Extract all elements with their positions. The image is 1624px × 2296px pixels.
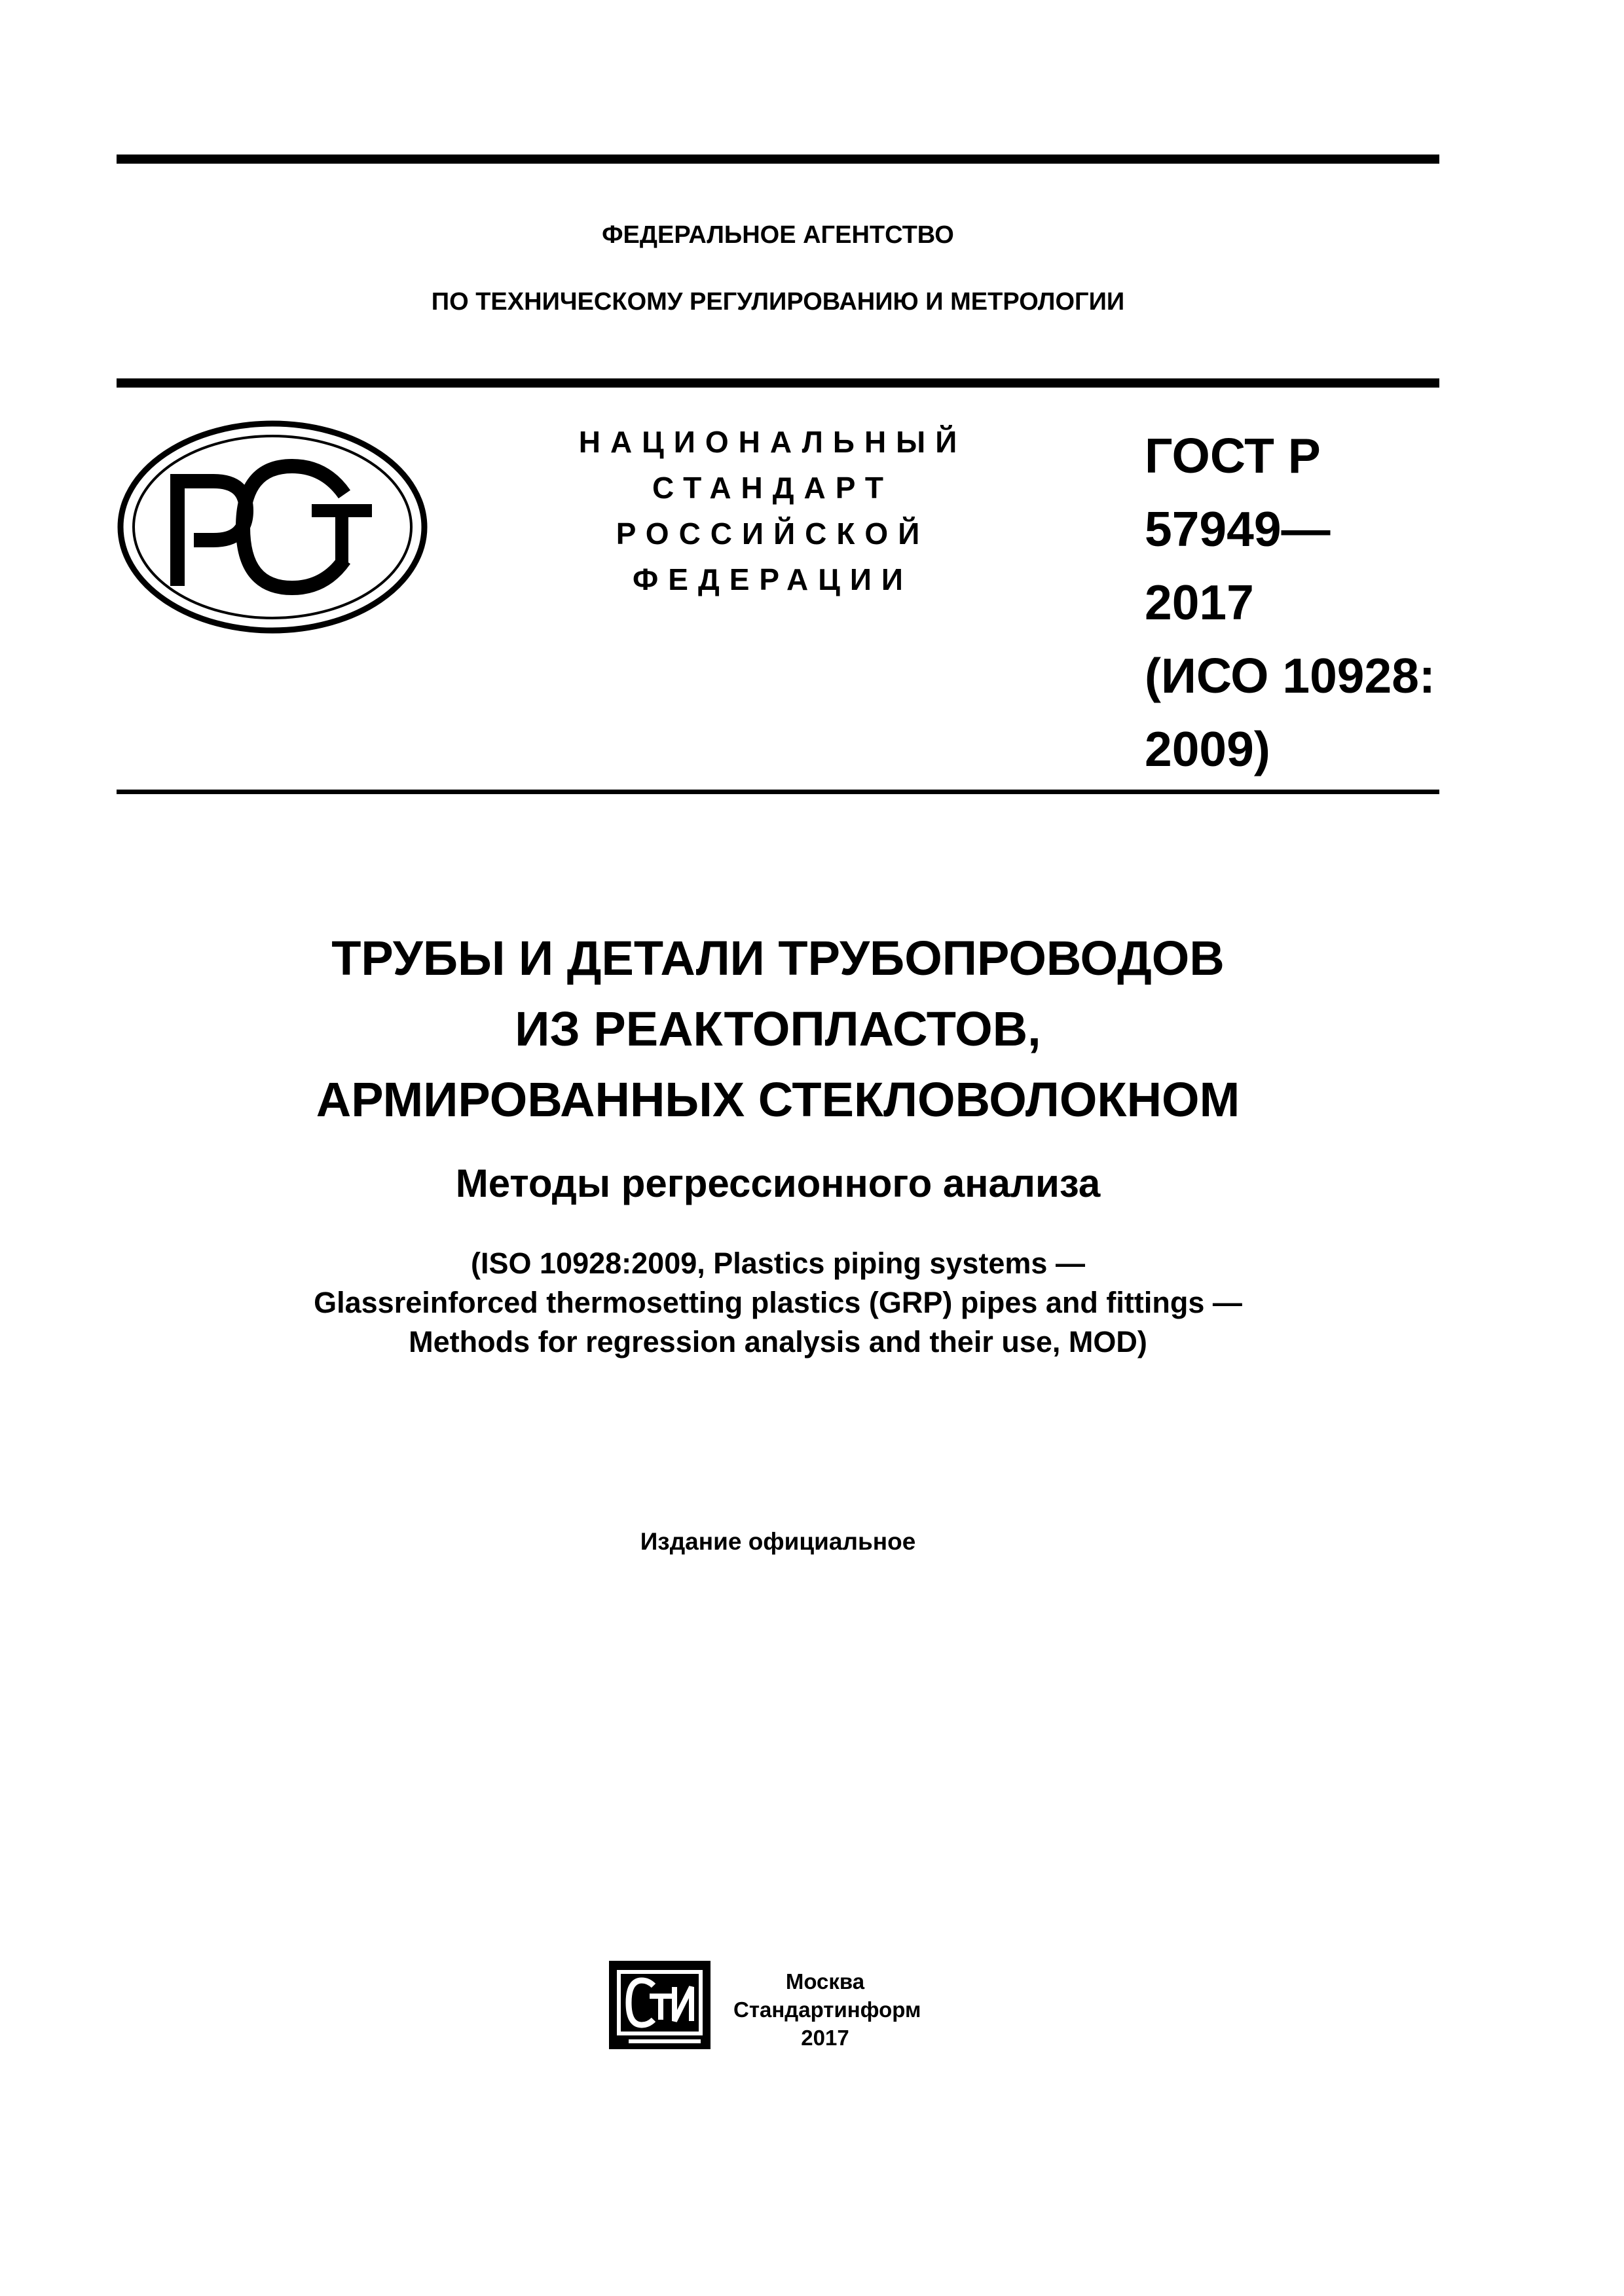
publisher-name: Стандартинформ [733, 1997, 921, 2022]
edition-label: Издание официальное [640, 1528, 916, 1555]
national-standard-heading [544, 419, 1002, 602]
agency-name-line-2: ПО ТЕХНИЧЕСКОМУ РЕГУЛИРОВАНИЮ И МЕТРОЛОГИИ [431, 288, 1125, 316]
national-standard-line: НАЦИОНАЛЬНЫЙ [578, 425, 967, 459]
designation-line: 57949— [1145, 501, 1331, 556]
iso-reference-line: Glassreinforced thermosetting plastics (GRP) pipes and fittings — [314, 1286, 1242, 1319]
agency-name-line-1: ФЕДЕРАЛЬНОЕ АГЕНТСТВО [602, 221, 954, 249]
designation-line: ГОСТ Р [1145, 428, 1321, 483]
title-line: ТРУБЫ И ДЕТАЛИ ТРУБОПРОВОДОВ [331, 931, 1225, 985]
designation-line: (ИСО 10928: [1145, 648, 1435, 703]
standard-designation [1145, 419, 1446, 786]
publication-year: 2017 [801, 2026, 849, 2050]
top-divider [117, 155, 1439, 164]
iso-reference-line: (ISO 10928:2009, Plastics piping systems — [471, 1247, 1085, 1280]
title-line: ИЗ РЕАКТОПЛАСТОВ, [515, 1002, 1041, 1056]
rst-certification-mark-icon [115, 419, 430, 635]
national-standard-line: ФЕДЕРАЦИИ [633, 562, 913, 596]
designation-line: 2009) [1145, 721, 1270, 776]
title-line: АРМИРОВАННЫХ СТЕКЛОВОЛОКНОМ [316, 1072, 1240, 1127]
iso-reference-line: Methods for regression analysis and their use, MOD) [409, 1325, 1147, 1358]
designation-line: 2017 [1145, 575, 1254, 630]
publisher-city: Москва [785, 1969, 865, 1994]
document-subtitle: Методы регрессионного анализа [455, 1161, 1101, 1205]
iso-reference [117, 1244, 1439, 1362]
publisher-block [733, 1967, 921, 2052]
document-title [117, 923, 1439, 1135]
standartinform-logo-icon [609, 1961, 710, 2049]
national-standard-line: СТАНДАРТ [652, 471, 893, 505]
national-standard-line: РОССИЙСКОЙ [616, 517, 930, 551]
title-divider [117, 790, 1439, 794]
header-divider [117, 378, 1439, 388]
